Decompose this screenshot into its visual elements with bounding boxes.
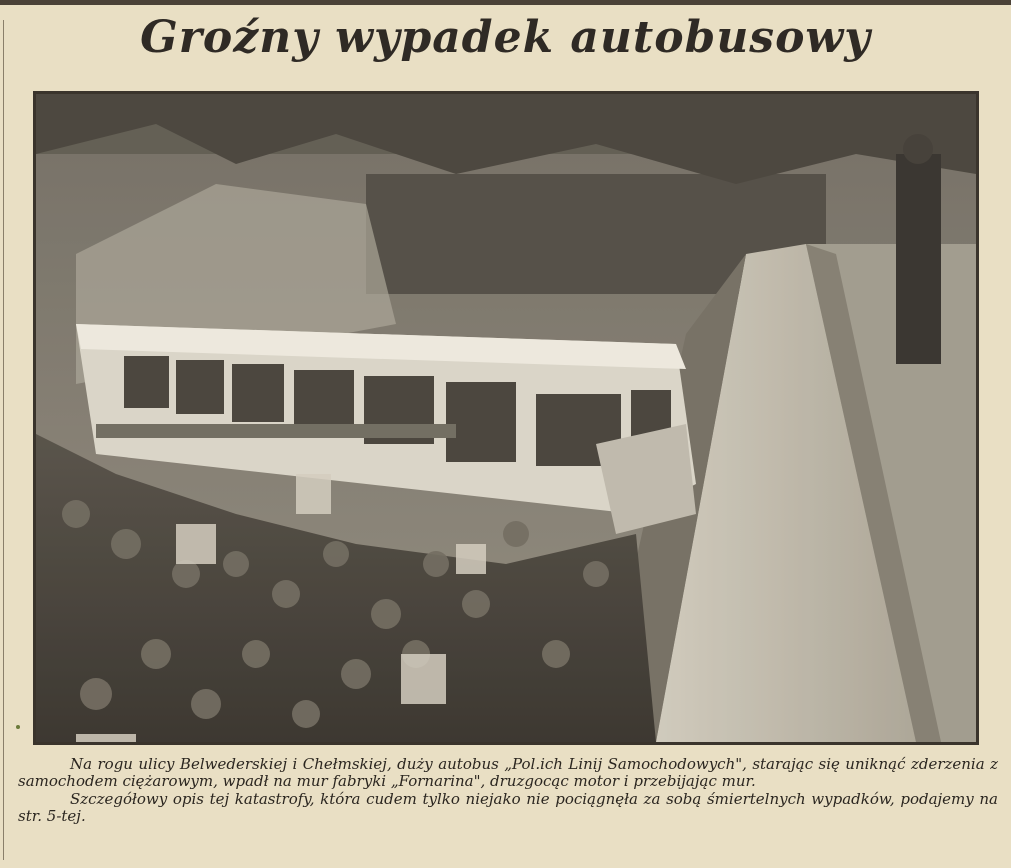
news-photo (33, 91, 979, 745)
caption-paragraph-1: Na rogu ulicy Belwederskiej i Chełmskiej, duży autobus „Pol.ich Linij Samochodowych", starając się uniknąć zderzenia z samochodem ciężarowym, wpadł na mur fabryki „Fornarina", druzgocąc motor i przebijając mur. (18, 755, 998, 790)
article-headline: Groźny wypadek autobusowy (140, 12, 871, 63)
column-margin-line (3, 20, 4, 860)
margin-ink-dot (16, 725, 20, 729)
bus-accident-photo-illustration (36, 94, 976, 742)
top-rule (0, 0, 1011, 5)
caption-paragraph-2: Szczegółowy opis tej katastrofy, która cudem tylko niejako nie pociągnęła za sobą śmiertelnych wypadków, podajemy na str. 5-tej. (18, 790, 998, 825)
photo-caption (18, 756, 998, 825)
